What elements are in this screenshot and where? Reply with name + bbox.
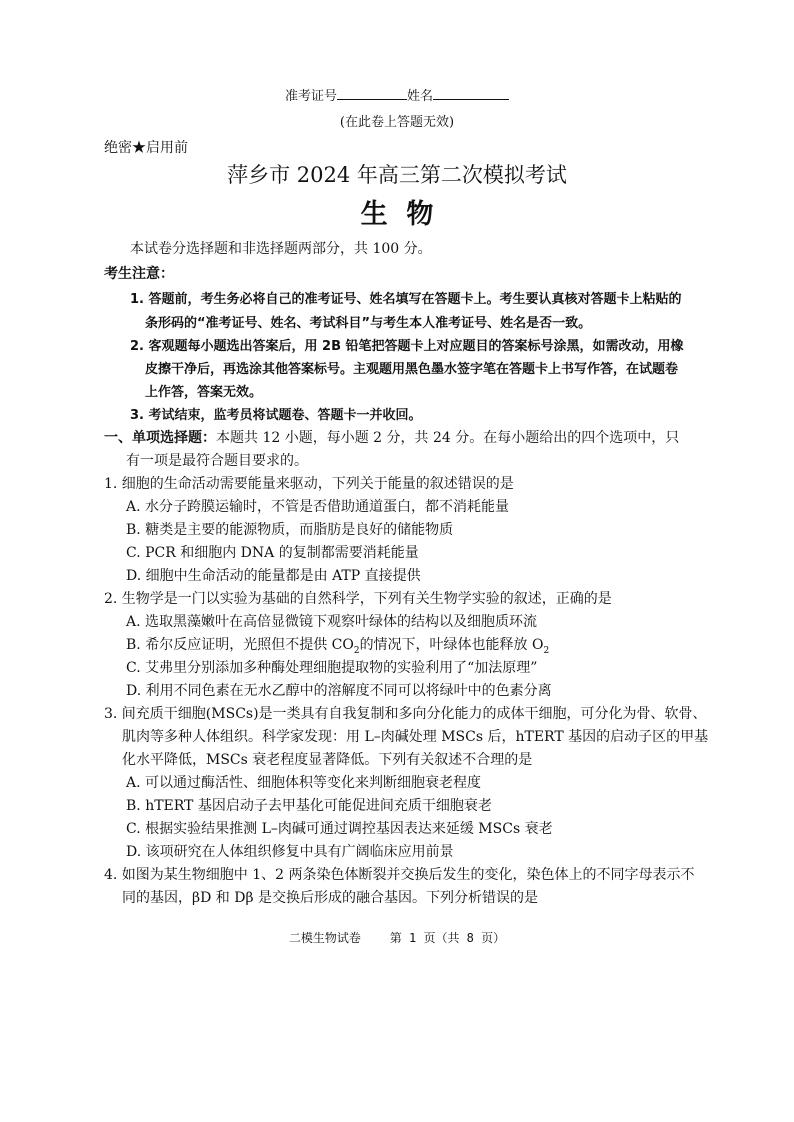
q1-option-b: B. 糖类是主要的能源物质，而脂肪是良好的储能物质	[126, 522, 454, 538]
section-1-line-1	[104, 427, 679, 447]
page-footer: 二模生物试卷 第 1 页（共 8 页）	[288, 931, 506, 945]
admission-number-label: 准考证号	[284, 89, 337, 104]
section-1-line-2: 有一项是最符合题目要求的。	[126, 453, 308, 469]
q1-stem: 1. 细胞的生命活动需要能量来驱动，下列关于能量的叙述错误的是	[104, 476, 514, 492]
q2-option-a: A. 选取黑藻嫩叶在高倍显微镜下观察叶绿体的结构以及细胞质环流	[126, 614, 538, 630]
subject-title: 生 物	[360, 199, 434, 230]
q2-option-b-sub-1: 2	[353, 645, 360, 656]
q2-option-d: D. 利用不同色素在无水乙醇中的溶解度不同可以将绿叶中的色素分离	[126, 683, 552, 699]
q2-option-c: C. 艾弗里分别添加多种酶处理细胞提取物的实验利用了“加法原理”	[126, 660, 538, 676]
notice-item-2-cont2: 上作答，答案无效。	[145, 385, 263, 400]
notice-heading: 考生注意：	[104, 266, 174, 282]
q3-stem-1: 3. 间充质干细胞(MSCs)是一类具有自我复制和多向分化能力的成体干细胞，可分化为骨、软骨、	[104, 706, 707, 722]
exam-title: 萍乡市 2024 年高三第二次模拟考试	[227, 163, 567, 187]
q3-option-b: B. hTERT 基因启动子去甲基化可能促进间充质干细胞衰老	[126, 798, 492, 814]
q3-option-a: A. 可以通过酶活性、细胞体积等变化来判断细胞衰老程度	[126, 775, 482, 791]
q1-option-d: D. 细胞中生命活动的能量都是由 ATP 直接提供	[126, 568, 421, 584]
notice-item-2-cont1: 皮擦干净后，再选涂其他答案标号。主观题用黑色墨水签字笔在答题卡上书写作答，在试题卷	[145, 362, 679, 377]
q2-option-b-pre: B. 希尔反应证明，光照但不提供 CO	[126, 637, 354, 653]
section-1-description: 本题共 12 小题，每小题 2 分，共 24 分。在每小题给出的四个选项中，只	[216, 430, 680, 446]
name-blank	[433, 87, 509, 100]
secret-mark: 绝密★启用前	[104, 140, 188, 156]
q1-option-a: A. 水分子跨膜运输时，不管是否借助通道蛋白，都不消耗能量	[126, 499, 510, 515]
name-label: 姓名	[407, 89, 434, 104]
q3-stem-3: 化水平降低，MSCs 衰老程度显著降低。下列有关叙述不合理的是	[122, 752, 533, 768]
notice-item-2: 2. 客观题每小题选出答案后，用 2B 铅笔把答题卡上对应题目的答案标号涂黑，如需改动，用橡	[130, 339, 684, 354]
invalid-note: (在此卷上答题无效)	[339, 115, 455, 130]
q3-stem-2: 肌肉等多种人体组织。科学家发现：用 L–肉碱处理 MSCs 后，hTERT 基因的启动子区的甲基	[122, 729, 709, 745]
q2-option-b-sub-2: 2	[543, 645, 550, 656]
q4-stem-2: 同的基因，βD 和 Dβ 是交换后形成的融合基因。下列分析错误的是	[122, 890, 538, 906]
admission-number-blank	[337, 87, 407, 100]
q1-option-c: C. PCR 和细胞内 DNA 的复制都需要消耗能量	[126, 545, 419, 561]
q2-stem: 2. 生物学是一门以实验为基础的自然科学，下列有关生物学实验的叙述，正确的是	[104, 591, 612, 607]
notice-item-1: 1. 答题前，考生务必将自己的准考证号、姓名填写在答题卡上。考生要认真核对答题卡上粘贴的	[130, 292, 682, 307]
q3-option-d: D. 该项研究在人体组织修复中具有广阔临床应用前景	[126, 844, 454, 860]
intro-text: 本试卷分选择题和非选择题两部分，共 100 分。	[130, 241, 432, 257]
candidate-info-line	[0, 85, 794, 104]
q3-option-c: C. 根据实验结果推测 L–肉碱可通过调控基因表达来延缓 MSCs 衰老	[126, 821, 553, 837]
notice-item-3: 3. 考试结束，监考员将试题卷、答题卡一并收回。	[130, 408, 422, 423]
q2-option-b	[126, 634, 549, 656]
section-1-heading: 一、单项选择题：	[104, 430, 216, 446]
q2-option-b-mid: 的情况下，叶绿体也能释放 O	[359, 637, 544, 653]
notice-item-1-cont: 条形码的“准考证号、姓名、考试科目”与考生本人准考证号、姓名是否一致。	[145, 316, 592, 331]
q4-stem-1: 4. 如图为某生物细胞中 1、2 两条染色体断裂并交换后发生的变化，染色体上的不同字母表示不	[104, 867, 695, 883]
